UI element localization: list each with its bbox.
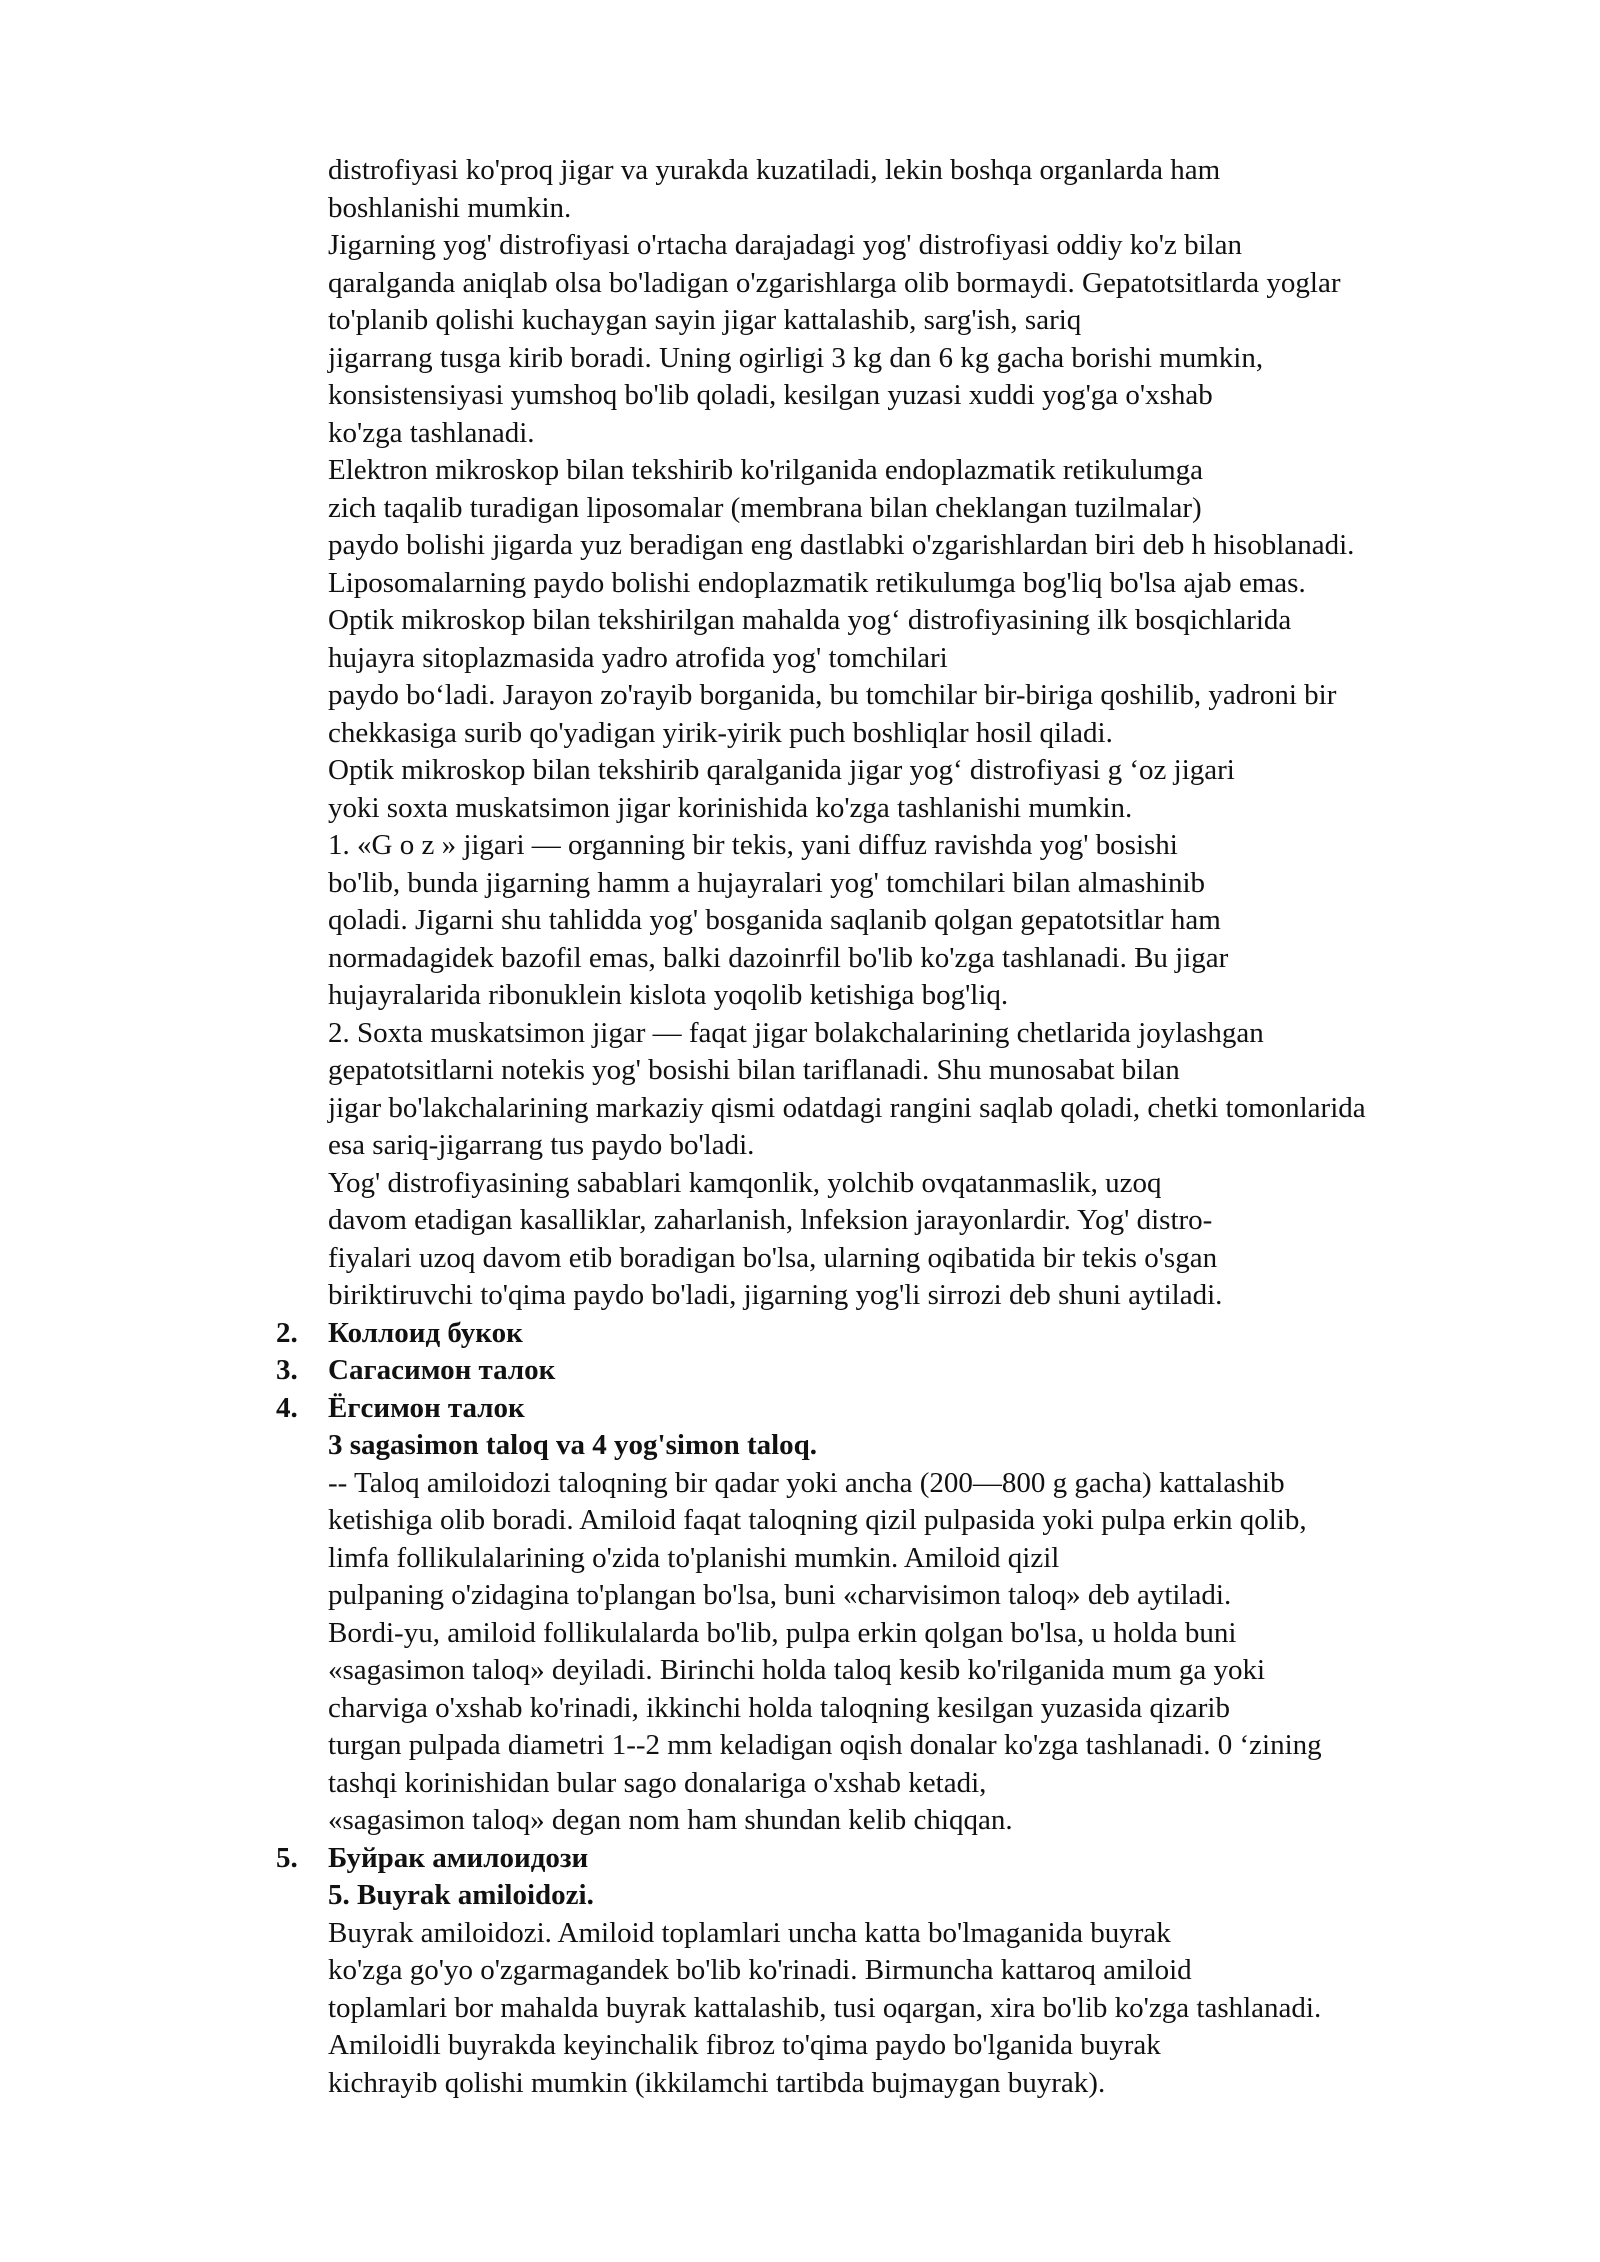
text-line: davom etadigan kasalliklar, zaharlanish, lnfeksion jarayonlardir. Yog' distro- xyxy=(328,1204,1213,1236)
numbered-heading xyxy=(276,1840,1528,1878)
heading-text: Буйрак амилоидози xyxy=(328,1841,589,1874)
text-line: Amiloidli buyrakda keyinchalik fibroz to'qima paydo bo'lganida buyrak xyxy=(328,2029,1161,2061)
text-line: biriktiruvchi to'qima paydo bo'ladi, jigarning yog'li sirrozi deb shuni aytiladi. xyxy=(328,1279,1223,1311)
text-line: bo'lib, bunda jigarning hamm a hujayralari yog' tomchilari bilan almashinib xyxy=(328,866,1206,899)
text-line: limfa follikulalarining o'zida to'planishi mumkin. Amiloid qizil xyxy=(328,1541,1060,1574)
text-line: chekkasiga surib qo'yadigan yirik-yirik puch boshliqlar hosil qiladi. xyxy=(328,716,1113,749)
text-line: Elektron mikroskop bilan tekshirib ko'rilganida endoplazmatik retikulumga xyxy=(328,454,1204,486)
text-line: charviga o'xshab ko'rinadi, ikkinchi holda taloqning kesilgan yuzasida qizarib xyxy=(328,1691,1230,1724)
text-line: esa sariq-jigarrang tus paydo bo'ladi. xyxy=(328,1129,755,1161)
text-line: Optik mikroskop bilan tekshirilgan mahalda yog‘ distrofiyasining ilk bosqichlarida xyxy=(328,604,1292,636)
text-line: turgan pulpada diametri 1--2 mm keladigan oqish donalar ko'zga tashlanadi. 0 ‘zining xyxy=(328,1729,1322,1761)
text-line: -- Taloq amiloidozi taloqning bir qadar yoki ancha (200—800 g gacha) kattalashib xyxy=(328,1466,1285,1499)
text-line: to'planib qolishi kuchaygan sayin jigar kattalashib, sarg'ish, sariq xyxy=(328,304,1082,336)
document-body xyxy=(276,152,1528,2102)
text-line: jigar bo'lakchalarining markaziy qismi odatdagi rangini saqlab qoladi, chetki tomonlarida xyxy=(328,1091,1366,1124)
subheading: 3 sagasimon taloq va 4 yog'simon taloq. xyxy=(328,1429,818,1461)
heading-text: Ёгсимон талок xyxy=(328,1391,525,1424)
text-line: 2. Soxta muskatsimon jigar — faqat jigar bolakchalarining chetlarida joylashgan xyxy=(328,1016,1264,1049)
list-number: 5. xyxy=(276,1841,298,1874)
text-line: konsistensiyasi yumshoq bo'lib qoladi, kesilgan yuzasi xuddi yog'ga o'xshab xyxy=(328,379,1213,411)
text-line: tashqi korinishidan bular sago donalariga o'xshab ketadi, xyxy=(328,1766,987,1799)
text-line: fiyalari uzoq davom etib boradigan bo'lsa, ularning oqibatida bir tekis o'sgan xyxy=(328,1241,1218,1274)
text-line: Jigarning yog' distrofiyasi o'rtacha darajadagi yog' distrofiyasi oddiy ko'z bilan xyxy=(328,229,1243,261)
text-line: boshlanishi mumkin. xyxy=(328,191,572,224)
text-line: ketishiga olib boradi. Amiloid faqat taloqning qizil pulpasida yoki pulpa erkin qolib, xyxy=(328,1504,1307,1536)
text-line: zich taqalib turadigan liposomalar (membrana bilan cheklangan tuzilmalar) xyxy=(328,491,1202,524)
numbered-heading xyxy=(276,1390,1528,1428)
list-number: 2. xyxy=(276,1316,298,1349)
text-line: toplamlari bor mahalda buyrak kattalashib, tusi oqargan, xira bo'lib ko'zga tashlanadi. xyxy=(328,1991,1322,2024)
text-line: qaralganda aniqlab olsa bo'ladigan o'zgarishlarga olib bormaydi. Gepatotsitlarda yoglar xyxy=(328,266,1341,299)
text-line: paydo bolishi jigarda yuz beradigan eng dastlabki o'zgarishlardan biri deb h hisoblanadi. xyxy=(328,529,1355,561)
text-line: hujayralarida ribonuklein kislota yoqolib ketishiga bog'liq. xyxy=(328,979,1009,1011)
text-line: ko'zga go'yo o'zgarmagandek bo'lib ko'rinadi. Birmuncha kattaroq amiloid xyxy=(328,1954,1192,1986)
text-line: «sagasimon taloq» deyiladi. Birinchi holda taloq kesib ko'rilganida mum ga yoki xyxy=(328,1654,1266,1686)
text-line: paydo bo‘ladi. Jarayon zo'rayib borganida, bu tomchilar bir-biriga qoshilib, yadroni bir xyxy=(328,679,1337,711)
text-line: pulpaning o'zidagina to'plangan bo'lsa, buni «charvisimon taloq» deb aytiladi. xyxy=(328,1579,1232,1611)
text-line: hujayra sitoplazmasida yadro atrofida yog' tomchilari xyxy=(328,641,948,674)
text-line: Buyrak amiloidozi. Amiloid toplamlari uncha katta bo'lmaganida buyrak xyxy=(328,1916,1171,1949)
heading-text: Сагасимон талок xyxy=(328,1354,556,1386)
text-line: jigarrang tusga kirib boradi. Uning ogirligi 3 kg dan 6 kg gacha borishi mumkin, xyxy=(328,341,1264,374)
text-line: 1. «G o z » jigari — organning bir tekis, yani diffuz ravishda yog' bosishi xyxy=(328,829,1178,861)
heading-text: Коллоид букок xyxy=(328,1316,523,1349)
text-line: Bordi-yu, amiloid follikulalarda bo'lib, pulpa erkin qolgan bo'lsa, u holda buni xyxy=(328,1616,1237,1649)
text-line: distrofiyasi ko'proq jigar va yurakda kuzatiladi, lekin boshqa organlarda ham xyxy=(328,154,1221,186)
text-line: normadagidek bazofil emas, balki dazoinrfil bo'lib ko'zga tashlanadi. Bu jigar xyxy=(328,941,1229,974)
text-line: kichrayib qolishi mumkin (ikkilamchi tartibda bujmaygan buyrak). xyxy=(328,2066,1106,2099)
text-line: ko'zga tashlanadi. xyxy=(328,416,535,449)
text-line: Liposomalarning paydo bolishi endoplazmatik retikulumga bog'liq bo'lsa ajab emas. xyxy=(328,566,1306,599)
text-line: qoladi. Jigarni shu tahlidda yog' bosganida saqlanib qolgan gepatotsitlar ham xyxy=(328,904,1221,936)
numbered-heading xyxy=(276,1352,1528,1390)
subheading: 5. Buyrak amiloidozi. xyxy=(328,1879,594,1911)
text-line: «sagasimon taloq» degan nom ham shundan kelib chiqqan. xyxy=(328,1804,1013,1836)
text-line: yoki soxta muskatsimon jigar korinishida ko'zga tashlanishi mumkin. xyxy=(328,791,1133,824)
numbered-heading xyxy=(276,1315,1528,1353)
text-line: gepatotsitlarni notekis yog' bosishi bilan tariflanadi. Shu munosabat bilan xyxy=(328,1054,1180,1086)
text-line: Yog' distrofiyasining sabablari kamqonlik, yolchib ovqatanmaslik, uzoq xyxy=(328,1166,1162,1199)
text-line: Optik mikroskop bilan tekshirib qaralganida jigar yog‘ distrofiyasi g ‘oz jigari xyxy=(328,754,1235,786)
list-number: 4. xyxy=(276,1391,298,1424)
list-number: 3. xyxy=(276,1354,298,1386)
